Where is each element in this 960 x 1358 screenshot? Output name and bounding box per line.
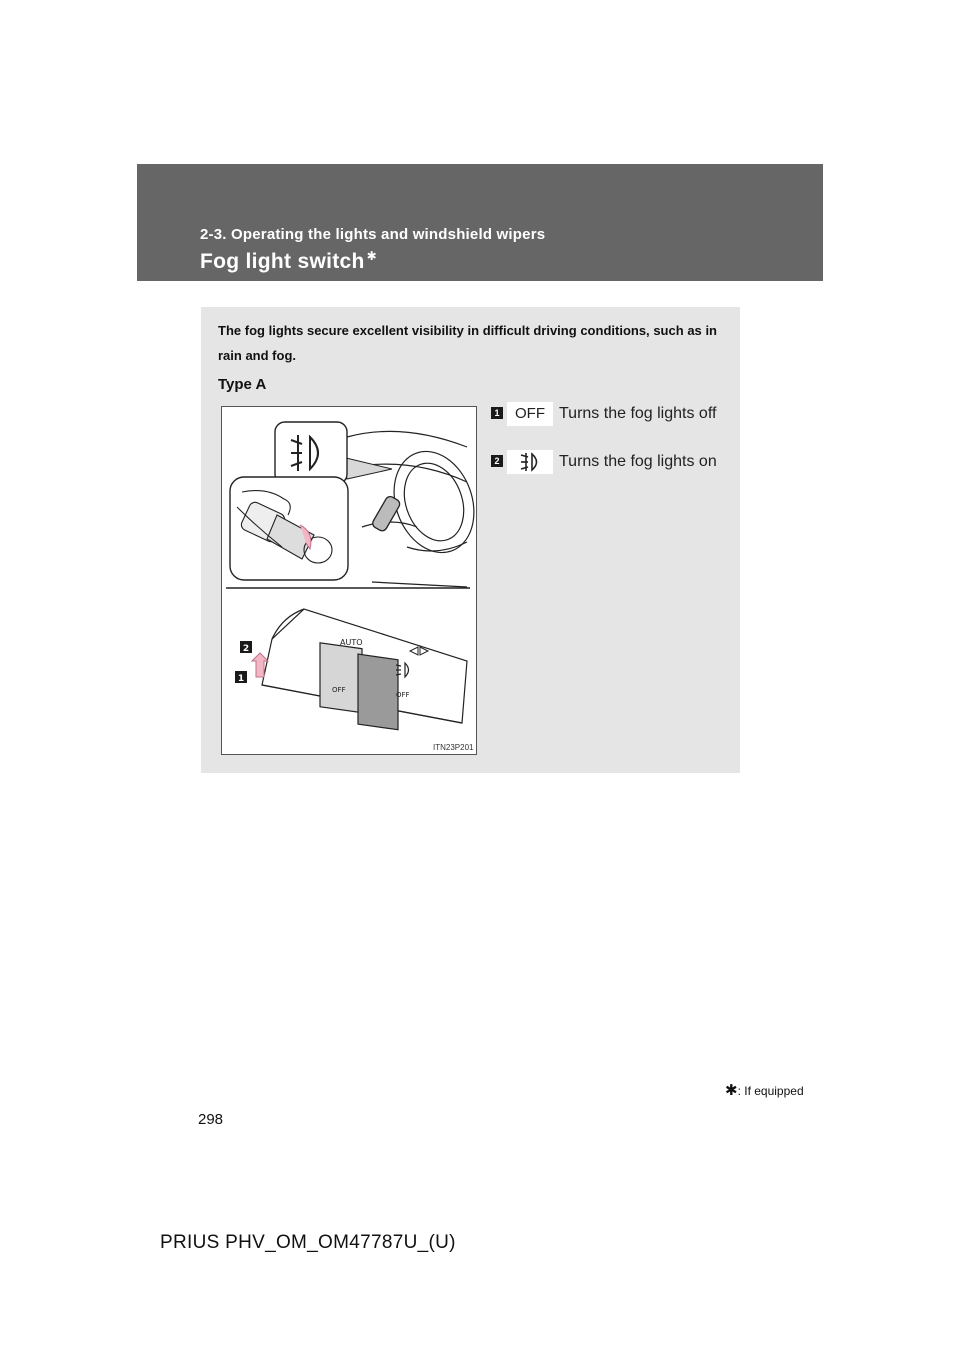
stalk-fog-icon [396,663,409,677]
svg-text:2: 2 [242,644,250,654]
page-title-text: Fog light switch [200,250,365,273]
footnote-star: ✱ [725,1082,738,1099]
off-label-inner: OFF [332,686,346,694]
switch-ring-right [358,654,398,730]
auto-label: AUTO [340,638,363,647]
intro-text: The fog lights secure excellent visibility in difficult driving conditions, such as in rain and fog. [218,323,717,363]
fog-light-icon [507,450,553,474]
page-number: 298 [198,1111,224,1128]
illustration-svg [222,407,476,754]
dashboard-scene [347,431,476,587]
title-asterisk: ✱ [366,249,377,263]
switch-ring-left [320,643,362,713]
footnote [725,1081,804,1099]
item-number: 1 [491,407,503,419]
item-number: 2 [491,455,503,467]
section-label: 2-3. Operating the lights and windshield wipers [200,226,546,243]
item-description: Turns the fog lights on [559,453,717,470]
callout-pointer [342,457,392,479]
type-heading: Type A [218,376,267,393]
off-symbol: OFF [507,402,553,426]
push-arrow [252,653,268,677]
footer-code: PRIUS PHV_OM_OM47787U_(U) [160,1232,456,1253]
item-description: Turns the fog lights off [559,405,717,422]
off-label-outer: OFF [396,691,410,699]
illustration-code: ITN23P201 [433,743,474,752]
footnote-text: : If equipped [737,1084,804,1098]
svg-text:1: 1 [237,674,245,684]
fog-switch-illustration [221,406,477,755]
page-title [200,249,377,274]
